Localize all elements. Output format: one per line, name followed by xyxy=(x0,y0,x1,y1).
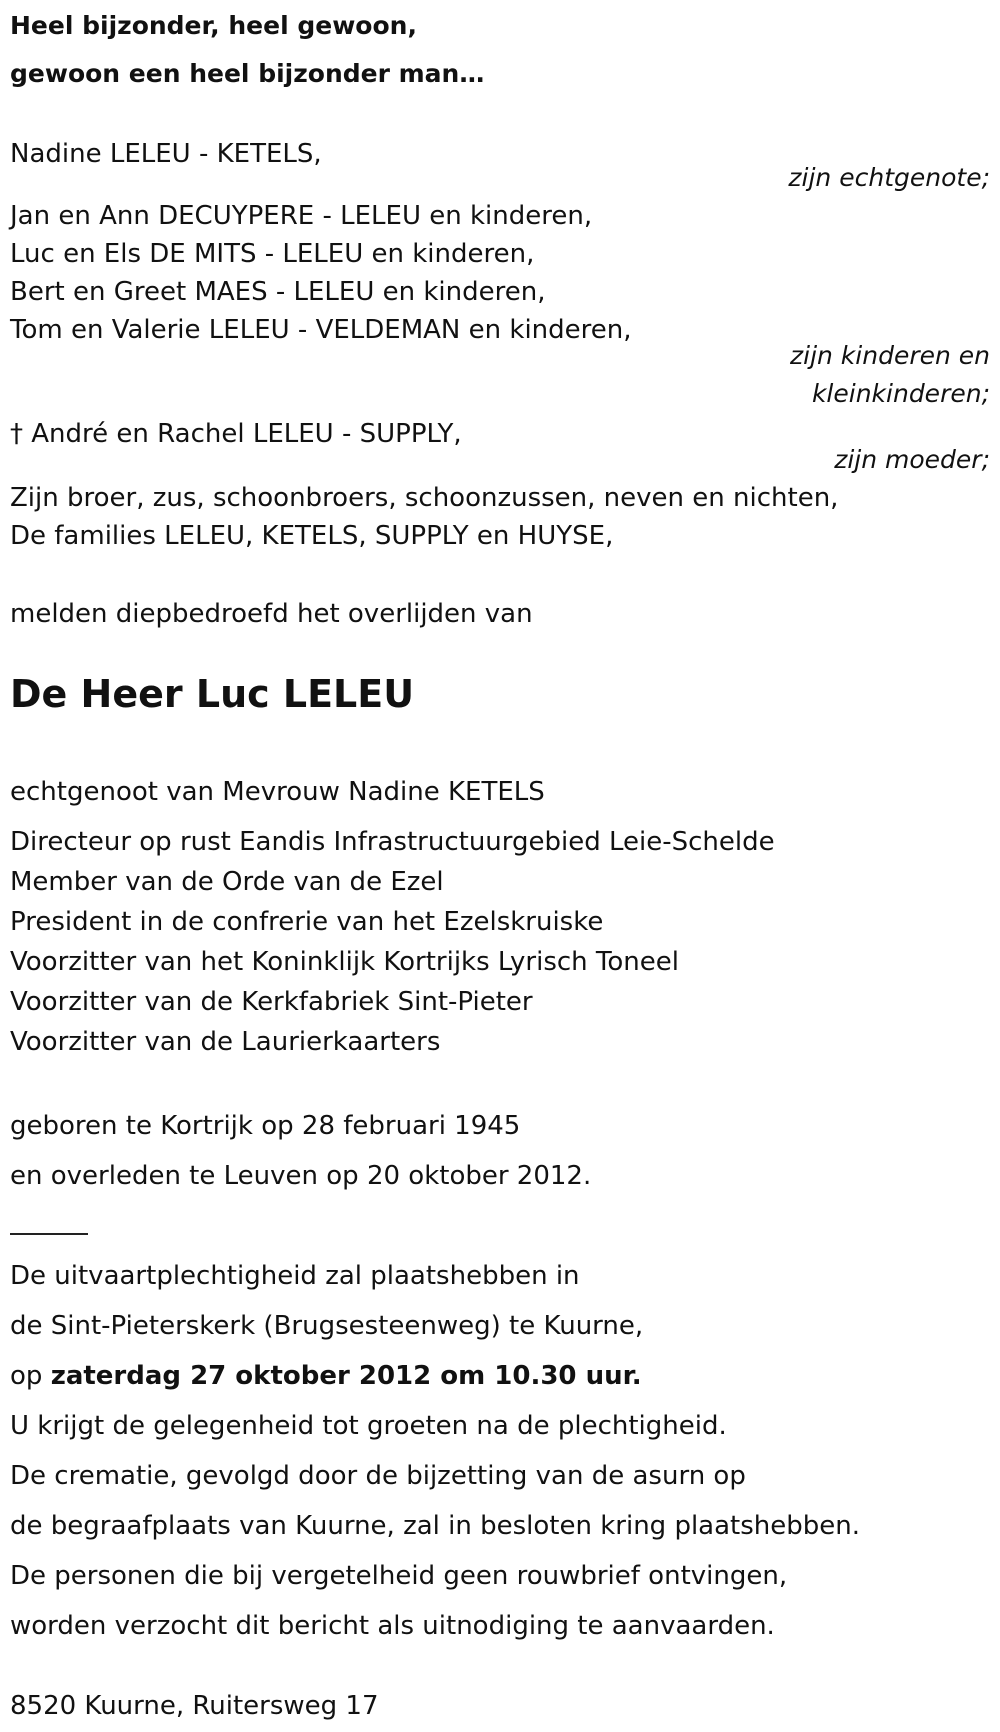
ceremony-info-line: De personen die bij vergetelheid geen rouwbrief ontvingen, xyxy=(10,1561,788,1591)
title-line: Member van de Orde van de Ezel xyxy=(10,867,444,897)
families-line: De families LELEU, KETELS, SUPPLY en HUYSE, xyxy=(10,521,614,551)
children-role-line-1: zijn kinderen en xyxy=(790,341,990,370)
mother-line: † André en Rachel LELEU - SUPPLY, xyxy=(10,419,462,449)
ceremony-date-prefix: op xyxy=(10,1361,51,1391)
spouse-of-line: echtgenoot van Mevrouw Nadine KETELS xyxy=(10,777,545,807)
heading-line-1: Heel bijzonder, heel gewoon, xyxy=(10,11,417,40)
title-line: Voorzitter van de Laurierkaarters xyxy=(10,1027,441,1057)
spouse-role: zijn echtgenote; xyxy=(788,163,990,192)
title-line: President in de confrerie van het Ezelskruiske xyxy=(10,907,604,937)
spouse-line: Nadine LELEU - KETELS, xyxy=(10,139,322,169)
title-line: Voorzitter van het Koninklijk Kortrijks Lyrisch Toneel xyxy=(10,947,679,977)
ceremony-line-1: De uitvaartplechtigheid zal plaatshebben in xyxy=(10,1261,580,1291)
child-line: Jan en Ann DECUYPERE - LELEU en kinderen, xyxy=(10,201,593,231)
ceremony-date: zaterdag 27 oktober 2012 om 10.30 uur. xyxy=(50,1361,642,1391)
title-line: Voorzitter van de Kerkfabriek Sint-Pieter xyxy=(10,987,533,1017)
child-line: Bert en Greet MAES - LELEU en kinderen, xyxy=(10,277,546,307)
address-line: 8520 Kuurne, Ruitersweg 17 xyxy=(10,1691,379,1721)
children-role-line-2: kleinkinderen; xyxy=(811,379,990,408)
ceremony-info-line: De crematie, gevolgd door de bijzetting van de asurn op xyxy=(10,1461,746,1491)
divider-rule xyxy=(10,1233,88,1235)
born-line: geboren te Kortrijk op 28 februari 1945 xyxy=(10,1111,521,1141)
deceased-name: De Heer Luc LELEU xyxy=(10,672,415,716)
ceremony-info-line: U krijgt de gelegenheid tot groeten na de plechtigheid. xyxy=(10,1411,727,1441)
child-line: Luc en Els DE MITS - LELEU en kinderen, xyxy=(10,239,535,269)
ceremony-line-2: de Sint-Pieterskerk (Brugsesteenweg) te Kuurne, xyxy=(10,1311,644,1341)
mother-role: zijn moeder; xyxy=(834,445,990,474)
title-line: Directeur op rust Eandis Infrastructuurgebied Leie-Schelde xyxy=(10,827,775,857)
heading-line-2: gewoon een heel bijzonder man… xyxy=(10,59,485,88)
ceremony-info-line: worden verzocht dit bericht als uitnodiging te aanvaarden. xyxy=(10,1611,775,1641)
announcement-line: melden diepbedroefd het overlijden van xyxy=(10,599,533,629)
child-line: Tom en Valerie LELEU - VELDEMAN en kinderen, xyxy=(10,315,632,345)
died-line: en overleden te Leuven op 20 oktober 2012. xyxy=(10,1161,592,1191)
ceremony-date-line xyxy=(10,1360,642,1392)
ceremony-info-line: de begraafplaats van Kuurne, zal in besloten kring plaatshebben. xyxy=(10,1511,861,1541)
relatives-line: Zijn broer, zus, schoonbroers, schoonzussen, neven en nichten, xyxy=(10,483,839,513)
